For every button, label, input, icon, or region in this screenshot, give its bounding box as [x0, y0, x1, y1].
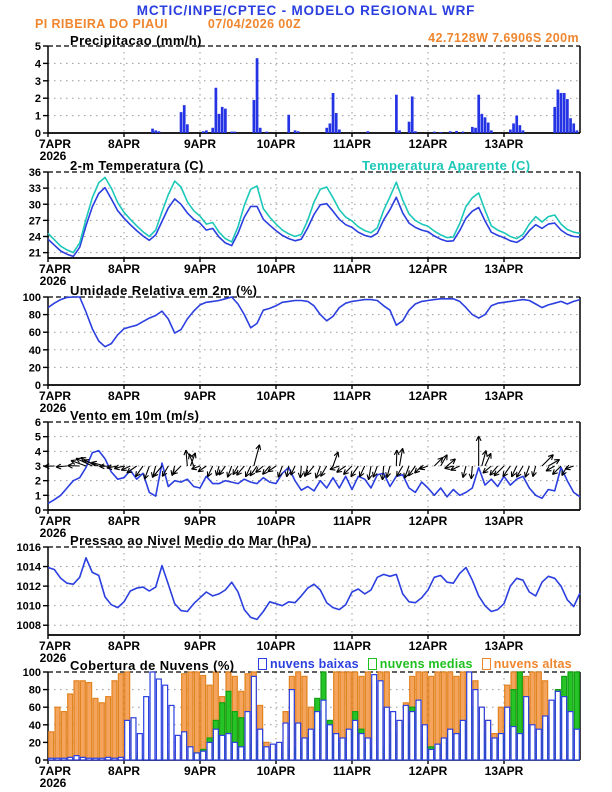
axis-label: 10APR	[256, 639, 296, 653]
precip-bar	[512, 123, 515, 133]
cloud-bar	[74, 756, 79, 760]
precip-bar	[395, 95, 398, 133]
series-line	[48, 297, 580, 347]
cloud-bar	[251, 676, 256, 760]
series-line	[48, 451, 580, 504]
precip-bar	[572, 123, 575, 133]
precip-bar	[287, 115, 290, 133]
precip-bar	[557, 90, 560, 134]
cloud-bar	[549, 700, 554, 760]
axis-label: 3	[34, 461, 41, 473]
precip-bar	[563, 93, 566, 133]
axis-label: 2026	[39, 401, 67, 415]
precip-bar	[560, 93, 563, 133]
cloud-bar	[80, 757, 85, 760]
cloud-bar	[245, 712, 250, 760]
cloud-bar	[125, 720, 130, 760]
cloud-bar	[201, 676, 206, 760]
cloud-bar	[239, 747, 244, 760]
axis-label: 9APR	[183, 262, 217, 276]
cloud-bar	[277, 742, 282, 760]
cloud-bar	[74, 681, 79, 760]
cloud-bar	[49, 758, 54, 760]
precip-bar	[519, 125, 522, 133]
axis-label: 12APR	[408, 389, 448, 403]
precip-bar	[294, 130, 297, 133]
wind-arrow	[396, 450, 397, 466]
axis-label: 2026	[39, 526, 67, 540]
axis-label: 3	[34, 75, 41, 88]
wind-panel-title: Vento em 10m (m/s)	[70, 408, 200, 423]
precip-bar	[477, 95, 480, 133]
precip-bar	[332, 93, 335, 133]
axis-label: 36	[28, 167, 41, 179]
axis-label: 11APR	[332, 389, 372, 403]
cloud-bar	[213, 729, 218, 760]
cloud-bar	[454, 734, 459, 760]
mid-clouds-swatch-icon	[368, 658, 377, 670]
cloud-bar	[422, 725, 427, 760]
axis-label: 9APR	[183, 639, 217, 653]
axis-label: 13APR	[484, 764, 524, 778]
cloud-bar	[194, 672, 199, 760]
axis-label: 2	[34, 93, 41, 106]
precip-bar	[398, 130, 401, 133]
axis-label: 80	[28, 309, 41, 322]
precip-bar	[481, 114, 484, 133]
cloud-bar	[410, 712, 415, 760]
axis-label: 1016	[16, 542, 41, 554]
precip-bar	[335, 113, 338, 133]
precip-bar	[325, 128, 328, 133]
axis-label: 27	[28, 215, 41, 228]
cloud-bar	[365, 738, 370, 760]
precip-bar	[449, 131, 452, 133]
precip-bar	[474, 128, 477, 133]
axis-label: 12APR	[408, 262, 448, 276]
cloud-bar	[473, 690, 478, 760]
axis-label: 13APR	[484, 389, 524, 403]
axis-label: 1010	[16, 600, 41, 613]
cloud-bar	[416, 700, 421, 760]
axis-label: 2026	[39, 651, 67, 665]
legend-label-mid-clouds: nuvens medias	[379, 657, 473, 671]
legend-label-low-clouds: nuvens baixas	[270, 657, 359, 671]
temp-panel-title: 2-m Temperatura (C)	[70, 158, 204, 173]
precip-bar	[433, 132, 436, 133]
axis-label: 10APR	[256, 137, 296, 151]
cloud-bar	[384, 707, 389, 760]
precip-bar	[256, 58, 259, 133]
cloud-bar	[289, 690, 294, 760]
axis-label: 40	[28, 344, 41, 357]
axis-label: 4	[34, 58, 41, 71]
cloud-bar	[93, 698, 98, 760]
legend-item-nuvens-altas	[482, 657, 572, 671]
axis-label: 9APR	[183, 764, 217, 778]
cloud-bar	[334, 734, 339, 760]
cloud-bar	[346, 729, 351, 760]
cloud-bar	[397, 720, 402, 760]
axis-label: 12APR	[408, 639, 448, 653]
cloud-bar	[505, 707, 510, 760]
low-clouds-swatch-icon	[258, 658, 267, 670]
cloud-bar	[106, 697, 111, 760]
axis-label: 13APR	[484, 137, 524, 151]
cloud-bar	[112, 758, 117, 760]
axis-label: 7APR	[38, 639, 72, 653]
precip-bar	[224, 109, 227, 133]
precip-bar	[202, 131, 205, 133]
cloud-bar	[99, 703, 104, 760]
series-line	[48, 558, 580, 620]
axis-label: 11APR	[332, 639, 372, 653]
axis-label: 0	[34, 380, 41, 392]
cloud-bar	[93, 758, 98, 760]
axis-label: 2026	[39, 274, 67, 288]
page-title: MCTIC/INPE/CPTEC - MODELO REGIONAL WRF	[136, 3, 476, 18]
axis-label: 8APR	[107, 514, 141, 528]
clouds-panel-title: Cobertura de Nuvens (%)	[70, 658, 235, 673]
cloud-bar	[188, 747, 193, 760]
axis-label: 8APR	[107, 262, 141, 276]
humidity-panel-title: Umidade Relativa em 2m (%)	[70, 283, 258, 298]
axis-label: 1014	[16, 561, 41, 574]
cloud-bar	[61, 758, 66, 760]
precip-bar	[462, 132, 465, 133]
cloud-bar	[524, 697, 529, 760]
cloud-bar	[574, 729, 579, 760]
axis-label: 8APR	[107, 764, 141, 778]
axis-label: 11APR	[332, 137, 372, 151]
cloud-bar	[112, 681, 117, 760]
precip-bar	[329, 123, 332, 133]
cloud-bar	[118, 757, 123, 760]
axis-label: 8APR	[107, 389, 141, 403]
axis-label: 100	[22, 667, 41, 679]
legend-item-nuvens-medias	[368, 657, 473, 671]
axis-label: 10APR	[256, 262, 296, 276]
cloud-bar	[562, 697, 567, 760]
axis-label: 1012	[16, 581, 41, 594]
axis-label: 7APR	[38, 137, 72, 151]
precip-bar	[553, 107, 556, 133]
axis-label: 100	[22, 292, 41, 304]
axis-label: 8APR	[107, 639, 141, 653]
cloud-bar	[517, 734, 522, 760]
cloud-bar	[511, 727, 516, 760]
precip-bar	[569, 118, 572, 133]
apparent-temp-title: Temperatura Aparente (C)	[362, 158, 531, 173]
cloud-bar	[220, 735, 225, 760]
cloud-bar	[106, 757, 111, 760]
precip-bar	[408, 122, 411, 133]
cloud-bar	[448, 729, 453, 760]
precip-bar	[490, 130, 493, 133]
axis-label: 11APR	[332, 514, 372, 528]
cloud-bar	[182, 732, 187, 760]
axis-label: 60	[28, 702, 41, 715]
precip-bar	[515, 116, 518, 133]
header-subtitle	[35, 17, 301, 31]
cloud-bar	[308, 729, 313, 760]
axis-label: 60	[28, 327, 41, 340]
axis-label: 40	[28, 719, 41, 732]
cloud-bar	[372, 675, 377, 760]
axis-label: 21	[28, 247, 41, 260]
axis-label: 10APR	[256, 389, 296, 403]
precip-bar	[234, 132, 237, 133]
cloud-bar	[467, 672, 472, 760]
location-coordinates: 42.7128W 7.6906S 200m	[428, 31, 579, 45]
axis-label: 24	[28, 231, 41, 244]
precip-bar	[183, 105, 186, 133]
high-clouds-swatch-icon	[482, 658, 491, 670]
cloud-bar	[321, 700, 326, 760]
axis-label: 33	[28, 183, 41, 196]
cloud-bar	[118, 674, 123, 760]
cloud-bar	[99, 758, 104, 760]
axis-label: 9APR	[183, 389, 217, 403]
axis-label: 1	[34, 110, 41, 123]
precip-bar	[253, 100, 256, 133]
axis-label: 30	[28, 199, 41, 212]
precip-bar	[484, 117, 487, 133]
legend-label-high-clouds: nuvens altas	[493, 657, 572, 671]
axis-label: 2026	[39, 776, 67, 790]
axis-label: 1	[34, 490, 41, 503]
axis-label: 2	[34, 475, 41, 488]
precip-bar	[186, 124, 189, 133]
cloud-bar	[55, 707, 60, 760]
axis-label: 20	[28, 362, 41, 375]
cloud-bar	[194, 753, 199, 760]
precip-bar	[180, 112, 183, 133]
cloud-bar	[232, 742, 237, 760]
precip-bar	[566, 99, 569, 133]
axis-label: 9APR	[183, 137, 217, 151]
run-datetime: 07/04/2026 00Z	[207, 17, 302, 31]
precip-bar	[265, 132, 268, 133]
cloud-bar	[61, 712, 66, 760]
cloud-bar	[555, 691, 560, 760]
axis-label: 20	[28, 737, 41, 750]
axis-label: 2026	[39, 149, 67, 163]
cloud-bar	[264, 747, 269, 760]
axis-label: 11APR	[332, 262, 372, 276]
precip-bar	[211, 128, 214, 133]
axis-label: 7APR	[38, 262, 72, 276]
axis-label: 9APR	[183, 514, 217, 528]
cloud-bar	[327, 725, 332, 760]
axis-label: 4	[34, 446, 41, 459]
axis-label: 13APR	[484, 639, 524, 653]
cloud-bar	[201, 751, 206, 760]
cloud-bar	[131, 718, 136, 760]
axis-label: 13APR	[484, 514, 524, 528]
precip-bar	[230, 132, 233, 133]
axis-label: 80	[28, 684, 41, 697]
axis-label: 7APR	[38, 764, 72, 778]
axis-label: 8APR	[107, 137, 141, 151]
cloud-bar	[441, 738, 446, 760]
cloud-bar	[169, 705, 174, 760]
cloud-bar	[283, 723, 288, 760]
cloud-bar	[378, 681, 383, 760]
precip-bar	[259, 128, 262, 133]
precip-bar	[414, 131, 417, 133]
precip-bar	[367, 131, 370, 133]
cloud-bar	[55, 758, 60, 760]
cloud-bar	[460, 720, 465, 760]
clouds-legend	[258, 657, 572, 671]
precip-bar	[439, 132, 442, 133]
axis-label: 5	[34, 431, 41, 444]
cloud-bar	[258, 729, 263, 760]
precip-bar	[158, 131, 161, 133]
cloud-bar	[144, 697, 149, 760]
cloud-bar	[530, 725, 535, 760]
cloud-bar	[492, 738, 497, 760]
cloud-bar	[270, 744, 275, 760]
cloud-bar	[150, 672, 155, 760]
axis-label: 7APR	[38, 389, 72, 403]
cloud-bar	[163, 685, 168, 760]
precip-bar	[218, 114, 221, 133]
precip-bar	[576, 130, 579, 133]
axis-label: 0	[34, 505, 41, 517]
cloud-bar	[156, 679, 161, 760]
axis-label: 1008	[16, 620, 41, 633]
cloud-bar	[49, 732, 54, 760]
precip-bar	[471, 127, 474, 133]
cloud-bar	[435, 744, 440, 760]
cloud-bar	[486, 720, 491, 760]
precip-bar	[455, 131, 458, 133]
axis-label: 7APR	[38, 514, 72, 528]
precip-bar	[487, 123, 490, 133]
cloud-bar	[302, 738, 307, 760]
cloud-bar	[87, 758, 92, 760]
station-name: PI RIBEIRA DO PIAUI	[35, 17, 168, 31]
cloud-bar	[207, 742, 212, 760]
cloud-bar	[296, 723, 301, 760]
precip-bar	[154, 130, 157, 133]
precip-bar	[297, 131, 300, 133]
axis-label: 10APR	[256, 764, 296, 778]
axis-label: 5	[34, 41, 41, 53]
cloud-bar	[80, 681, 85, 760]
cloud-bar	[498, 734, 503, 760]
axis-label: 12APR	[408, 137, 448, 151]
cloud-bar	[340, 738, 345, 760]
axis-label: 11APR	[332, 764, 372, 778]
axis-label: 0	[34, 128, 41, 140]
axis-label: 13APR	[484, 262, 524, 276]
axis-label: 10APR	[256, 514, 296, 528]
axis-label: 12APR	[408, 514, 448, 528]
axis-label: 12APR	[408, 764, 448, 778]
axis-label: 0	[34, 755, 41, 767]
series-line	[48, 188, 580, 257]
cloud-bar	[543, 716, 548, 760]
cloud-bar	[175, 735, 180, 760]
cloud-bar	[87, 683, 92, 760]
cloud-bar	[403, 705, 408, 760]
axis-label: 6	[34, 417, 41, 429]
cloud-bar	[479, 707, 484, 760]
precip-bar	[205, 130, 208, 133]
cloud-bar	[68, 694, 73, 760]
precip-bar	[338, 130, 341, 133]
cloud-bar	[68, 757, 73, 760]
cloud-bar	[137, 734, 142, 760]
precip-bar	[509, 130, 512, 133]
cloud-bar	[353, 720, 358, 760]
cloud-bar	[391, 712, 396, 760]
cloud-bar	[429, 749, 434, 760]
cloud-bar	[568, 712, 573, 760]
cloud-bar	[359, 734, 364, 760]
cloud-bar	[226, 734, 231, 760]
precip-bar	[221, 107, 224, 133]
legend-item-nuvens-baixas	[258, 657, 359, 671]
precip-panel-title: Precipitacao (mm/h)	[70, 33, 202, 48]
cloud-bar	[536, 729, 541, 760]
precip-bar	[411, 96, 414, 133]
precip-bar	[151, 129, 154, 133]
precip-bar	[522, 130, 525, 133]
cloud-bar	[315, 712, 320, 760]
precip-bar	[215, 88, 218, 133]
pressure-panel-title: Pressao ao Nivel Medio do Mar (hPa)	[70, 533, 312, 548]
